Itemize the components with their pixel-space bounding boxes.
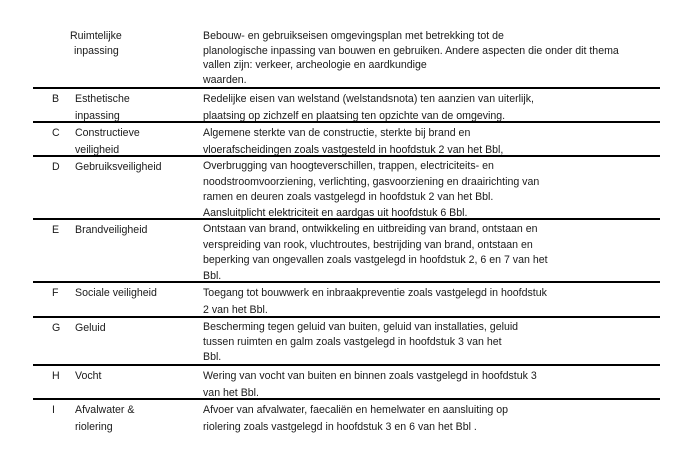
description-line: verspreiding van rook, vluchtroutes, bestrijding van brand, ontstaan en — [203, 238, 533, 251]
intro-description — [203, 29, 663, 87]
category-line: Afvalwater & — [75, 404, 135, 416]
category-line: inpassing — [74, 45, 119, 57]
description-line: Bbl. — [203, 351, 222, 363]
category-line: Geluid — [75, 322, 106, 334]
description-line: Afvoer van afvalwater, faecaliën en hemelwater en aansluiting op — [203, 404, 509, 416]
aspects-table — [33, 87, 660, 432]
category-line: Ruimtelijke — [70, 30, 122, 42]
row-description — [203, 222, 658, 284]
table-row-c — [33, 121, 660, 155]
table-row-i — [33, 398, 660, 432]
row-category — [75, 91, 200, 125]
category-line: inpassing — [75, 110, 120, 122]
intro-row-ruimtelijke-inpassing — [0, 29, 695, 87]
row-code: C — [52, 127, 60, 139]
category-line: Gebruiksveiligheid — [75, 161, 162, 173]
row-description — [203, 159, 658, 221]
description-line: Overbrugging van hoogteverschillen, trappen, electriciteits- en — [203, 160, 494, 172]
category-line: Constructieve — [75, 127, 140, 139]
row-category — [75, 222, 200, 239]
table-row-e — [33, 218, 660, 281]
category-line: Esthetische — [75, 93, 130, 105]
table-row-b — [33, 87, 660, 121]
description-line: Ontstaan van brand, ontwikkeling en uitbreiding van brand, ontstaan en — [203, 223, 538, 235]
intro-category — [70, 29, 190, 59]
category-line: riolering — [75, 421, 113, 433]
row-description — [203, 91, 658, 125]
description-line: Wering van vocht van buiten en binnen zoals vastgelegd in hoofdstuk 3 — [203, 370, 537, 382]
row-category — [75, 285, 200, 302]
description-line: beperking van ongevallen zoals vastgelegd in hoofdstuk 2, 6 en 7 van het — [203, 254, 548, 266]
row-category — [75, 368, 200, 385]
description-line: vallen zijn: verkeer, archeologie en aardkundige — [203, 59, 427, 71]
row-description — [203, 320, 658, 365]
table-row-d — [33, 155, 660, 218]
row-code: E — [52, 224, 60, 236]
description-line: planologische inpassing van bouwen en gebruiken. Andere aspecten die onder dit thema — [203, 44, 619, 57]
category-line: Sociale veiligheid — [75, 287, 157, 299]
row-category — [75, 320, 200, 337]
category-line: veiligheid — [75, 144, 120, 156]
description-line: noodstroomvoorziening, verlichting, gasvoorziening en draairichting van — [203, 175, 540, 188]
category-line: Vocht — [75, 370, 102, 382]
description-line: vloerafscheidingen zoals vastgesteld in hoofdstuk 2 van het Bbl, — [203, 144, 504, 156]
description-line: 2 van het Bbl. — [203, 304, 268, 316]
row-description — [203, 285, 658, 319]
description-line: ramen en deuren zoals vastgelegd in hoofdstuk 2 van het Bbl. — [203, 191, 494, 203]
description-line: Aansluitplicht elektriciteit en aardgas uit hoofdstuk 6 Bbl. — [203, 206, 468, 219]
description-line: Bescherming tegen geluid van buiten, geluid van installaties, geluid — [203, 321, 519, 333]
row-code: I — [52, 404, 55, 416]
row-description — [203, 368, 658, 402]
description-line: plaatsing op zichzelf en plaatsing ten opzichte van de omgeving. — [203, 110, 506, 122]
category-line: Brandveiligheid — [75, 224, 148, 236]
table-row-g — [33, 316, 660, 364]
row-category — [75, 125, 200, 159]
description-line: Bbl. — [203, 269, 222, 282]
row-category — [75, 402, 200, 436]
row-code: H — [52, 370, 60, 382]
description-line: riolering zoals vastgelegd in hoofdstuk 3 en 6 van het Bbl . — [203, 421, 477, 433]
row-code: D — [52, 161, 60, 173]
row-category — [75, 159, 200, 176]
description-line: Bebouw- en gebruikseisen omgevingsplan met betrekking tot de — [203, 30, 504, 42]
description-line: van het Bbl. — [203, 387, 259, 399]
row-description — [203, 402, 658, 436]
row-code: B — [52, 93, 60, 105]
row-code: G — [52, 322, 61, 334]
table-row-f — [33, 281, 660, 316]
row-description — [203, 125, 658, 159]
description-line: waarden. — [203, 73, 247, 86]
description-line: Algemene sterkte van de constructie, sterkte bij brand en — [203, 127, 471, 139]
row-code: F — [52, 287, 59, 299]
description-line: Toegang tot bouwwerk en inbraakpreventie zoals vastgelegd in hoofdstuk — [203, 287, 547, 299]
description-line: tussen ruimten en galm zoals vastgelegd in hoofdstuk 3 van het — [203, 336, 502, 348]
description-line: Redelijke eisen van welstand (welstandsnota) ten aanzien van uiterlijk, — [203, 93, 534, 105]
table-row-h — [33, 364, 660, 398]
